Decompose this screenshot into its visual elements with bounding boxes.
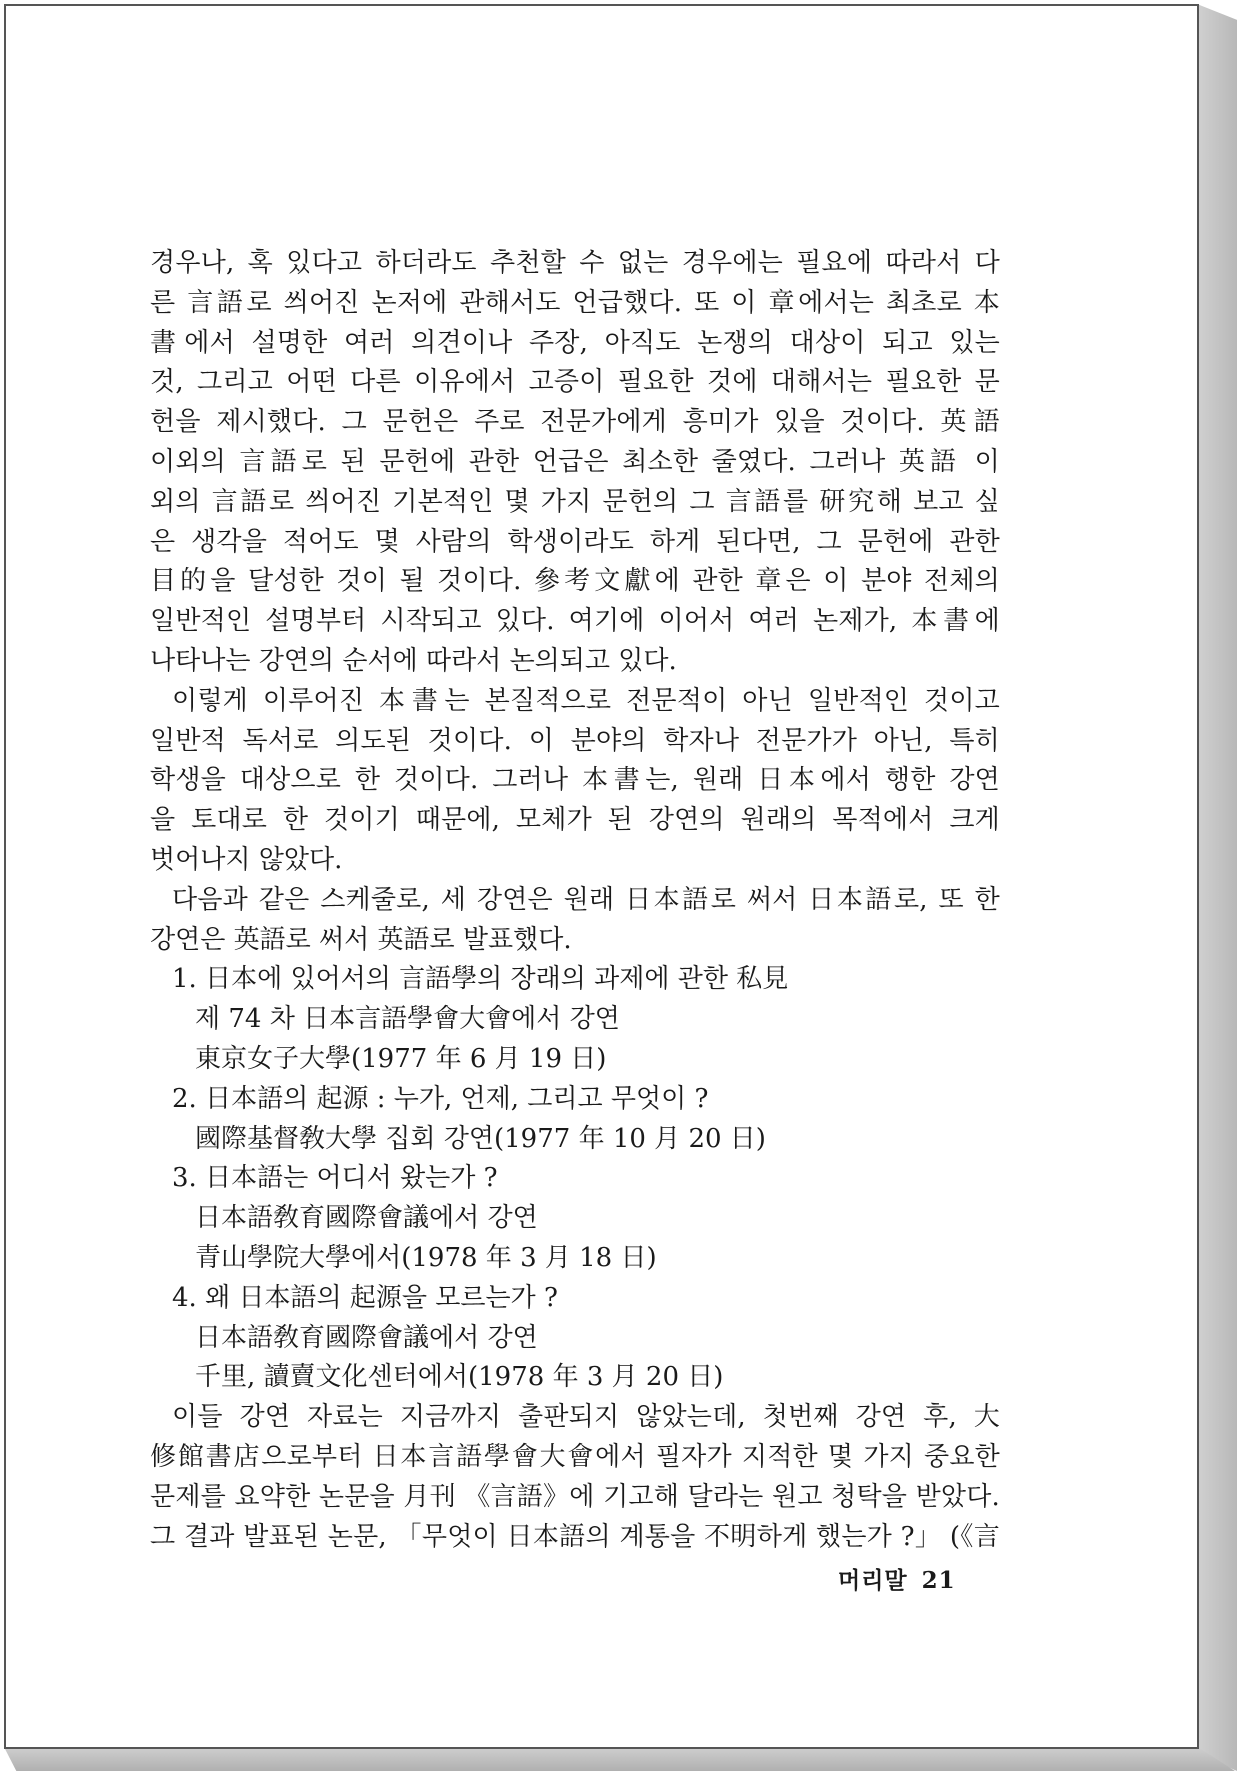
- text-line: 은 생각을 적어도 몇 사람의 학생이라도 하게 된다면, 그 문헌에 관한: [150, 526, 1000, 557]
- text-line: 벗어나지 않았다.: [150, 844, 343, 875]
- text-line: 강연은 英語로 써서 英語로 발표했다.: [150, 924, 572, 955]
- lecture-item-4: [150, 1279, 1000, 1398]
- lecture-item-1: [150, 960, 1000, 1079]
- text-line: 修館書店으로부터 日本言語學會大會에서 필자가 지적한 몇 가지 중요한: [150, 1441, 1000, 1472]
- paragraph-3: [150, 881, 1000, 961]
- lecture-item-3: [150, 1159, 1000, 1278]
- body-text: [150, 244, 1000, 1557]
- lecture-detail: 千里, 讀賣文化센터에서(1978 年 3 月 20 日): [195, 1362, 724, 1393]
- text-line: 目的을 달성한 것이 될 것이다. 參考文獻에 관한 章은 이 분야 전체의: [150, 566, 1000, 597]
- lecture-item-2: [150, 1080, 1000, 1160]
- running-footer-label: 머리말: [838, 1567, 908, 1594]
- text-line: 나타나는 강연의 순서에 따라서 논의되고 있다.: [150, 645, 677, 676]
- page-edge-right: [1197, 4, 1237, 1771]
- paragraph-4: [150, 1398, 1000, 1557]
- lecture-detail: 青山學院大學에서(1978 年 3 月 18 日): [195, 1242, 657, 1273]
- text-line: 이들 강연 자료는 지금까지 출판되지 않았는데, 첫번째 강연 후, 大: [172, 1402, 1000, 1433]
- text-line: 書에서 설명한 여러 의견이나 주장, 아직도 논쟁의 대상이 되고 있는: [150, 327, 1000, 358]
- text-line: 문제를 요약한 논문을 月刊 《言語》에 기고해 달라는 원고 청탁을 받았다.: [150, 1481, 1000, 1512]
- lecture-detail: 東京女子大學(1977 年 6 月 19 日): [195, 1043, 607, 1074]
- paragraph-2: [150, 682, 1000, 881]
- text-line: 것, 그리고 어떤 다른 이유에서 고증이 필요한 것에 대해서는 필요한 문: [150, 367, 1000, 398]
- text-line: 일반적인 설명부터 시작되고 있다. 여기에 이어서 여러 논제가, 本書에: [150, 606, 1000, 637]
- lecture-title: 4. 왜 日本語의 起源을 모르는가 ?: [172, 1282, 558, 1313]
- text-line: 일반적 독서로 의도된 것이다. 이 분야의 학자나 전문가가 아닌, 특히: [150, 725, 1000, 756]
- text-line: 그 결과 발표된 논문, 「무엇이 日本語의 계통을 不明하게 했는가 ?」 (《言: [150, 1521, 1000, 1552]
- lecture-detail: 日本語敎育國際會議에서 강연: [195, 1322, 538, 1353]
- text-line: 헌을 제시했다. 그 문헌은 주로 전문가에게 흥미가 있을 것이다. 英語: [150, 407, 1000, 438]
- text-line: 른 言語로 씌어진 논저에 관해서도 언급했다. 또 이 章에서는 최초로 本: [150, 287, 1000, 318]
- page-footer: [838, 1562, 956, 1595]
- lecture-detail: 國際基督敎大學 집회 강연(1977 年 10 月 20 日): [195, 1123, 766, 1154]
- text-line: 외의 言語로 씌어진 기본적인 몇 가지 문헌의 그 言語를 研究해 보고 싶: [150, 486, 1000, 517]
- lecture-title: 2. 日本語의 起源 : 누가, 언제, 그리고 무엇이 ?: [172, 1083, 709, 1114]
- paragraph-1: [150, 244, 1000, 682]
- lecture-list: [150, 960, 1000, 1398]
- text-line: 을 토대로 한 것이기 때문에, 모체가 된 강연의 원래의 목적에서 크게: [150, 805, 1000, 836]
- text-line: 이외의 言語로 된 문헌에 관한 언급은 최소한 줄였다. 그러나 英語 이: [150, 446, 1000, 477]
- text-line: 이렇게 이루어진 本書는 본질적으로 전문적이 아닌 일반적인 것이고: [172, 685, 1000, 716]
- lecture-detail: 제 74 차 日本言語學會大會에서 강연: [195, 1004, 620, 1035]
- text-line: 다음과 같은 스케줄로, 세 강연은 원래 日本語로 써서 日本語로, 또 한: [172, 884, 1000, 915]
- text-line: 학생을 대상으로 한 것이다. 그러나 本書는, 원래 日本에서 행한 강연: [150, 765, 1000, 796]
- lecture-title: 3. 日本語는 어디서 왔는가 ?: [172, 1163, 498, 1194]
- page-edge-bottom: [4, 1747, 1235, 1771]
- text-line: 경우나, 혹 있다고 하더라도 추천할 수 없는 경우에는 필요에 따라서 다: [150, 248, 1000, 278]
- lecture-title: 1. 日本에 있어서의 言語學의 장래의 과제에 관한 私見: [172, 964, 789, 995]
- lecture-detail: 日本語敎育國際會議에서 강연: [195, 1203, 538, 1234]
- page-number: 21: [921, 1567, 956, 1594]
